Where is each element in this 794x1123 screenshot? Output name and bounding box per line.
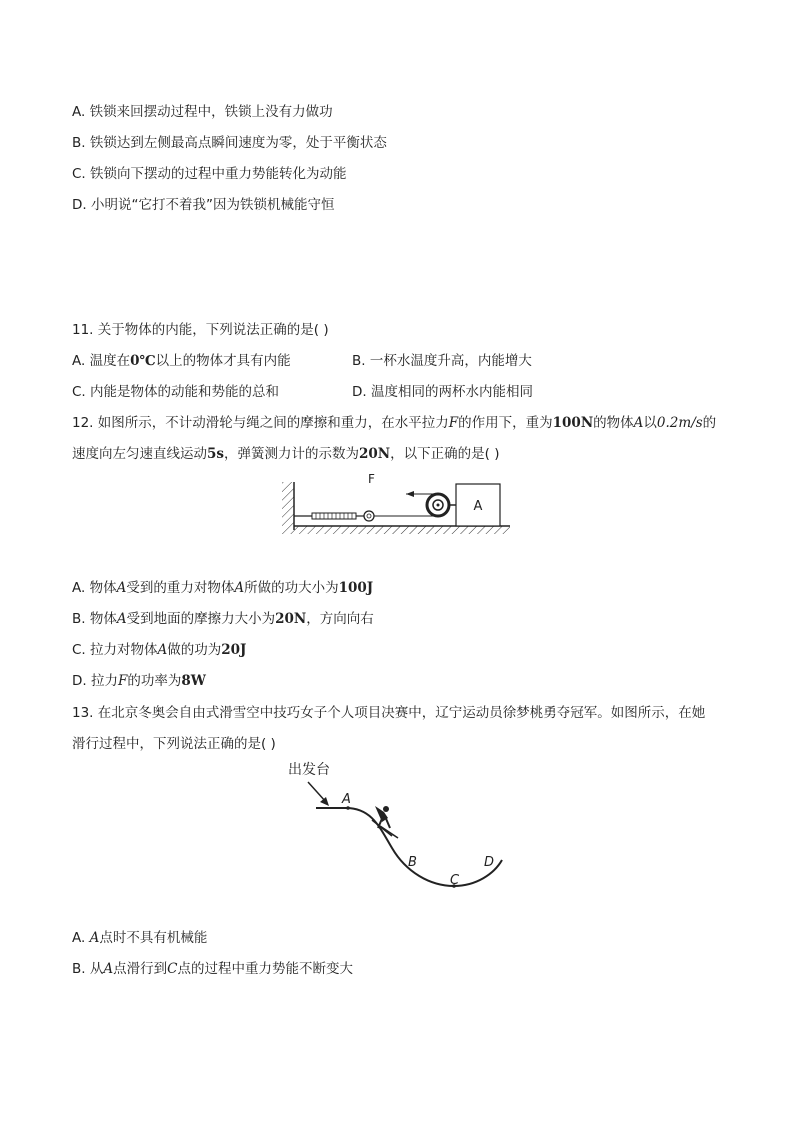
q12-b-var: A: [116, 611, 127, 627]
ground: [294, 526, 510, 534]
q13-b-text: 点滑行到: [113, 961, 168, 977]
q12-reading: 20N: [359, 446, 391, 462]
start-platform-label: 出发台: [288, 762, 330, 778]
q12-pulley-figure: [278, 470, 514, 538]
q12-d-text: D. 拉力: [72, 673, 118, 689]
q12-b-value: 20N: [275, 611, 307, 627]
q12-var-a: A: [633, 415, 644, 431]
q13-a-text: 点时不具有机械能: [99, 930, 208, 946]
q12-a-var: A: [234, 580, 245, 596]
q12-c-var: A: [157, 642, 168, 658]
q13-stem-line1: 13. 在北京冬奥会自由式滑雪空中技巧女子个人项目决赛中，辽宁运动员徐梦桃勇夺冠军。如图所示，在她: [72, 705, 706, 721]
ski-track: [316, 808, 502, 886]
q12-text: 12. 如图所示，不计动滑轮与绳之间的摩擦和重力，在水平拉力: [72, 415, 449, 431]
q12-stem-line2: [72, 444, 499, 464]
q12-a-text: 所做的功大小为: [244, 580, 339, 596]
q12-speed: 0.2m/s: [656, 415, 703, 431]
q13-a-text: A.: [72, 930, 90, 946]
q12-c-text: 做的功为: [167, 642, 222, 658]
q10-option-c: C. 铁锁向下摆动的过程中重力势能转化为动能: [72, 166, 347, 182]
q12-a-value: 100J: [338, 580, 374, 596]
spring-scale: [312, 513, 356, 519]
q11-option-c: C. 内能是物体的动能和势能的总和: [72, 384, 280, 400]
q12-a-text: A. 物体: [72, 580, 117, 596]
q13-ski-track-figure: [280, 756, 510, 896]
q10-option-d: D. 小明说“它打不着我”因为铁锁机械能守恒: [72, 197, 335, 213]
wall: [282, 482, 294, 534]
q12-option-d: [72, 671, 206, 691]
q11-a-text: A. 温度在: [72, 353, 131, 369]
q12-d-value: 8W: [181, 673, 206, 689]
q11-option-a: [72, 351, 291, 371]
q11-a-text-end: 以上的物体才具有内能: [155, 353, 291, 369]
q11-option-d: D. 温度相同的两杯水内能相同: [352, 384, 533, 400]
q11-a-value: 0℃: [130, 353, 156, 369]
q13-b-var: C: [167, 961, 178, 977]
q12-text: 的: [702, 415, 717, 431]
q13-b-text: B. 从: [72, 961, 104, 977]
point-b-label: B: [408, 855, 417, 870]
q12-var-f: F: [448, 415, 459, 431]
q12-option-a: [72, 578, 373, 598]
q13-b-var: A: [103, 961, 114, 977]
q13-option-a: [72, 928, 207, 948]
q12-stem-line1: [72, 413, 716, 433]
q12-text: 速度向左匀速直线运动: [72, 446, 207, 462]
q12-option-b: [72, 609, 374, 629]
q12-text: 的作用下，重为: [458, 415, 553, 431]
q12-c-text: C. 拉力对物体: [72, 642, 158, 658]
q12-d-text: 的功率为: [127, 673, 182, 689]
q12-a-text: 受到的重力对物体: [126, 580, 235, 596]
q12-b-text: B. 物体: [72, 611, 117, 627]
q11-option-b: B. 一杯水温度升高，内能增大: [352, 353, 532, 369]
force-label: F: [368, 472, 375, 486]
q12-text: 的物体: [593, 415, 634, 431]
q10-option-a: A. 铁锁来回摆动过程中，铁锁上没有力做功: [72, 104, 333, 120]
q12-weight: 100N: [552, 415, 594, 431]
point-c-label: C: [450, 873, 460, 888]
q11-stem: 11. 关于物体的内能，下列说法正确的是( ): [72, 322, 329, 338]
q12-d-var: F: [117, 673, 128, 689]
q13-stem-line2: 滑行过程中，下列说法正确的是( ): [72, 736, 276, 752]
q13-a-var: A: [89, 930, 100, 946]
q12-c-value: 20J: [221, 642, 247, 658]
point-a-label: A: [342, 792, 351, 807]
block-a-label: A: [473, 499, 483, 514]
q12-b-text: ，方向向右: [306, 611, 374, 627]
q12-text: ，弹簧测力计的示数为: [224, 446, 359, 462]
q12-time: 5s: [207, 446, 224, 462]
q12-text: ，以下正确的是( ): [390, 446, 500, 462]
q12-option-c: [72, 640, 246, 660]
hook-ring: [364, 511, 374, 521]
q12-a-var: A: [116, 580, 127, 596]
q13-b-text: 点的过程中重力势能不断变大: [177, 961, 353, 977]
q12-text: 以: [643, 415, 657, 431]
q10-option-b: B. 铁锁达到左侧最高点瞬间速度为零，处于平衡状态: [72, 135, 387, 151]
point-d-label: D: [484, 855, 495, 870]
q12-b-text: 受到地面的摩擦力大小为: [126, 611, 276, 627]
q13-option-b: [72, 959, 353, 979]
